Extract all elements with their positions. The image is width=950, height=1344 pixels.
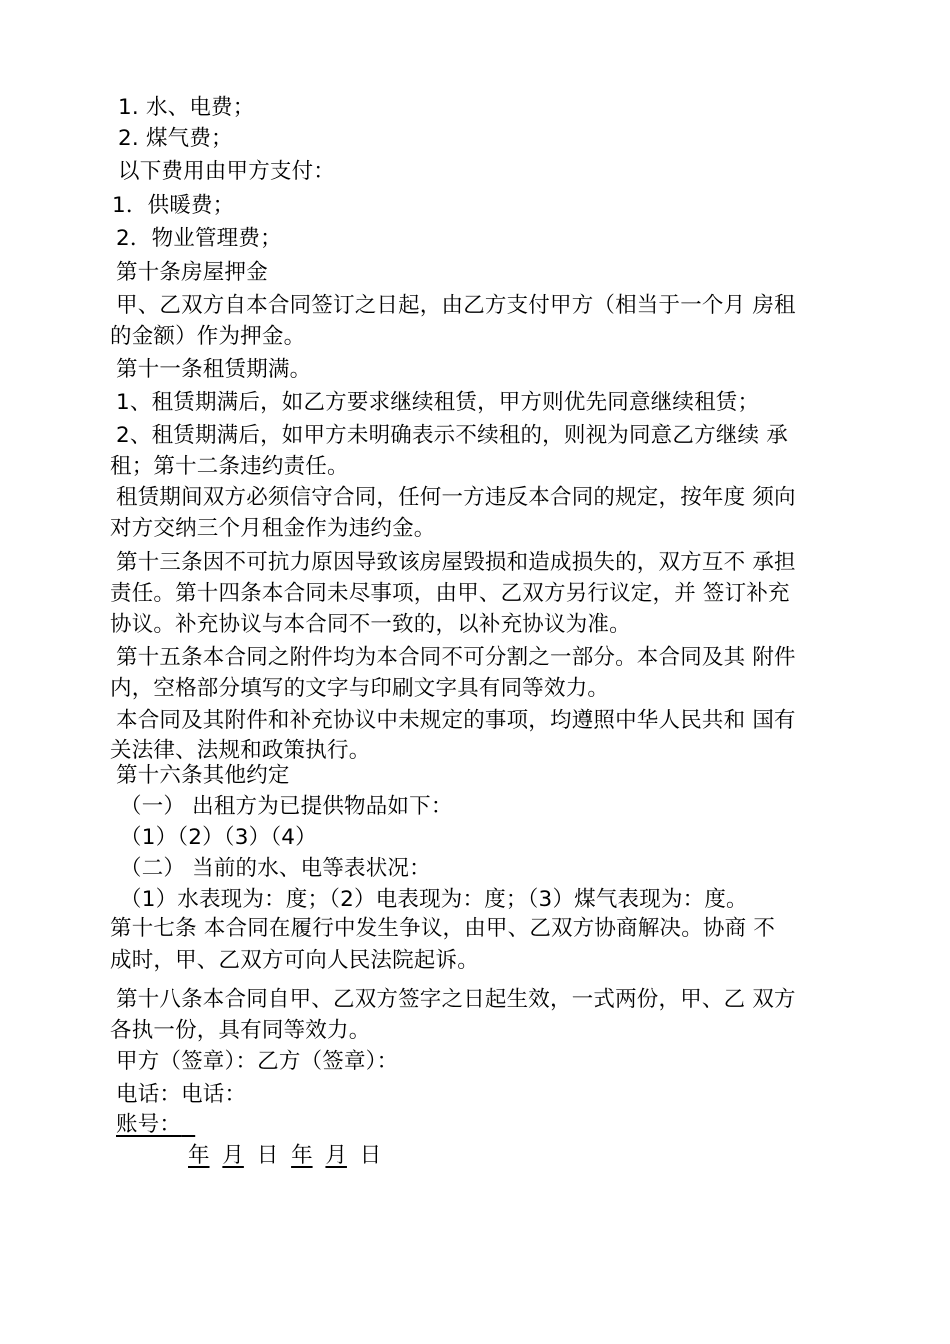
article-14-text: 协议。补充协议与本合同不一致的，以补充协议为准。 [110,612,631,637]
article-10-text-2: 的金额）作为押金。 [110,324,306,349]
article-16-item-1-list: （1）（2）（3）（4） [120,825,317,850]
fee-item-2: 2. 煤气费； [118,126,233,151]
account-label: 账号： [116,1112,182,1137]
month-2: 月 [325,1143,347,1168]
article-18-text-2: 各执一份，具有同等效力。 [110,1018,371,1043]
article-17-text-1: 第十七条 本合同在履行中发生争议，由甲、乙双方协商解决。协商 不 [110,916,776,941]
meter-readings: （1）水表现为：度；（2）电表现为：度；（3）煤气表现为：度。 [120,887,748,912]
day-2: 日 [359,1143,382,1168]
article-11-title: 第十一条租赁期满。 [116,357,312,382]
article-13-text-2: 责任。第十四条本合同未尽事项，由甲、乙双方另行议定，并 签订补充 [110,581,790,606]
day-1: 日 [256,1143,279,1168]
article-16-item-2: （二） 当前的水、电等表状况： [120,856,431,881]
article-11-item-2: 2、租赁期满后，如甲方未明确表示不续租的，则视为同意乙方继续 承 [116,423,788,448]
article-10-title: 第十条房屋押金 [116,260,268,285]
month-1: 月 [222,1143,244,1168]
year-2: 年 [291,1143,313,1168]
article-16-item-1: （一） 出租方为已提供物品如下： [120,794,453,819]
year-1: 年 [188,1143,210,1168]
article-11-item-1: 1、租赁期满后，如乙方要求继续租赁，甲方则优先同意继续租赁； [116,390,760,415]
article-12-text-2: 对方交纳三个月租金作为违约金。 [110,516,436,541]
article-16-title: 第十六条其他约定 [116,763,290,788]
landlord-fee-item-1: 1．供暖费； [112,193,235,218]
article-17-text-2: 成时，甲、乙双方可向人民法院起诉。 [110,948,479,973]
fee-item-1: 1. 水、电费； [118,95,255,120]
account-line [116,1110,195,1140]
article-10-text-1: 甲、乙双方自本合同签订之日起，由乙方支付甲方（相当于一个月 房租 [116,293,796,318]
landlord-fees-heading: 以下费用由甲方支付： [118,159,336,184]
article-12-title: 租；第十二条违约责任。 [110,454,349,479]
article-15-text-1: 第十五条本合同之附件均为本合同不可分割之一部分。本合同及其 附件 [116,645,796,670]
landlord-fee-item-2: 2．物业管理费； [116,226,282,251]
article-15-text-4: 关法律、法规和政策执行。 [110,738,371,763]
article-13-text-1: 第十三条因不可抗力原因导致该房屋毁损和造成损失的，双方互不 承担 [116,550,796,575]
article-12-text-1: 租赁期间双方必须信守合同，任何一方违反本合同的规定，按年度 须向 [116,485,796,510]
article-15-text-2: 内，空格部分填写的文字与印刷文字具有同等效力。 [110,676,610,701]
phone-line: 电话：电话： [116,1082,247,1107]
signature-line: 甲方（签章）：乙方（签章）： [116,1049,399,1074]
article-18-text-1: 第十八条本合同自甲、乙双方签字之日起生效，一式两份，甲、乙 双方 [116,987,796,1012]
date-row [188,1141,387,1171]
article-15-text-3: 本合同及其附件和补充协议中未规定的事项，均遵照中华人民共和 国有 [116,708,796,733]
